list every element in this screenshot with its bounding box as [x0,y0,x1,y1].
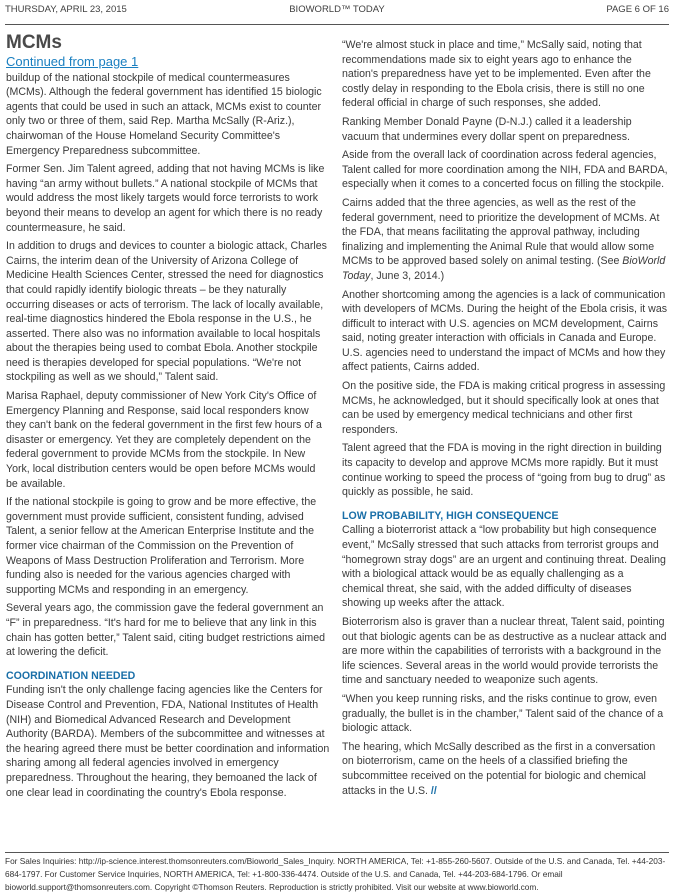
paragraph: “When you keep running risks, and the risks continue to grow, even gradually, the bullet is in the chamber,” Talent said of the chance of a biologic attack. [342,692,664,735]
page-footer: For Sales Inquiries: http://ip-science.interest.thomsonreuters.com/Bioworld_Sales_Inquiry. NORTH AMERICA, Tel: +1-855-260-5607. Outside of the U.S. and Canada, Tel. +44-203-684-1797. For Customer Service Inquiries, NORTH AMERICA, Tel: +1-800-336-4474. Outside of the U.S. and Canada, Tel. +44-203-684-1796. Or email bioworld.support@thomsonreuters.com. Copyright ©Thomson Reuters. Reproduction is strictly prohibited. Visit our website at www.bioworld.com. [5,856,666,892]
paragraph: Marisa Raphael, deputy commissioner of New York City's Office of Emergency Planning and Response, said local responders know they can't bank on the federal government in the first few hours of a disaster or emergency. Yet they are completely dependent on the federal government to provide MCMs from the stockpile. In New York, local distribution centers would be open before MCMs would be available. [6,390,322,490]
paragraph: “We're almost stuck in place and time,” McSally said, noting that recommendations made six to eight years ago to enhance the nation's preparedness have yet to be implemented. Even after the costly delay in responding to the Ebola crisis, there is still no one federal official in charge of such responses, she added. [342,39,651,110]
paragraph-final [342,740,668,798]
subhead-coordination-needed: COORDINATION NEEDED [6,669,136,682]
paragraph: In addition to drugs and devices to counter a biologic attack, Charles Cairns, the interim dean of the University of Arizona College of Medicine Health Sciences Center, stressed the need for diagnostics that could rapidly identify biologic threats – be they naturally occurring diseases or acts of terrorism. The lack of locally available, real-time diagnostics hindered the Ebola response in the U.S., he asserted. There also was no information available to local hospitals about the therapies being used to combat Ebola. Another stockpile need is therapies developed for special populations. “We're not stockpiling as well as we should,” Talent said. [6,240,327,384]
end-mark: // [430,784,437,797]
paragraph: Talent agreed that the FDA is moving in the right direction in building its capacity to develop and approve MCMs more rapidly. But it must continue working to speed the process of “going from bug to drug” as quickly as possible, he said. [342,442,666,499]
right-column [342,38,668,802]
article-title: MCMs [6,32,62,53]
text-span: The hearing, which McSally described as the first in a conversation on bioterrorism, came on the heels of a classified briefing the subcommittee received on the potential for biologic and chemical attacks in the U.S. [342,740,656,797]
text-span: , June 3, 2014.) [370,269,445,282]
continued-from-link[interactable]: Continued from page 1 [6,54,139,69]
paragraph: Funding isn't the only challenge facing agencies like the Centers for Disease Control and Prevention, FDA, National Institutes of Health (NIH) and Biomedical Advanced Research and Development Authority (BARDA). Members of the subcommittee and witnesses at the hearing agreed there must be better coordination and information sharing among all federal agencies involved in emergency preparedness. Throughout the hearing, they bemoaned the lack of one clear lead in coordinating the country's Ebola response. [6,684,330,799]
paragraph: Bioterrorism also is graver than a nuclear threat, Talent said, pointing out that biologic agents can be as destructive as a nuclear attack and are more within the capabilities of terrorists with a background in the life sciences. Several areas in the world would provide terrorists the time and sanctuary needed to weaponize such agents. [342,615,667,687]
paragraph: Ranking Member Donald Payne (D-N.J.) called it a leadership vacuum that undermines every dollar spent on preparedness. [342,115,632,143]
paragraph: Former Sen. Jim Talent agreed, adding that not having MCMs is like having “an army without bullets.” A national stockpile of MCMs that would address the most likely targets would force terrorists to work beyond their means to develop an agent for which there is no ready countermeasure, he said. [6,163,325,234]
issue-date: THURSDAY, APRIL 23, 2015 [5,4,127,15]
footer-divider [5,852,669,853]
header-divider [5,24,669,25]
paragraph-cairns [342,196,668,284]
page-header [5,4,669,18]
text-span: Cairns added that the three agencies, as well as the rest of the federal government, need to prioritize the development of MCMs. At the FDA, that means facilitating the approval pathway, including finalizing and implementing the Animal Rule that would allow some MCMs to be approved based solely on animal testing. (See [342,196,660,268]
paragraph: Calling a bioterrorist attack a “low probability but high consequence event,” McSally stressed that such attacks from terrorist groups and “homegrown stray dogs” are an urgent and continuing threat. Dealing with a biological attack would be as equally challenging as a chemical threat, she said, with the added difficulty of diseases showing up weeks after the attack. [342,524,666,610]
left-column [6,32,330,804]
subhead-low-probability: LOW PROBABILITY, HIGH CONSEQUENCE [342,509,559,522]
page-number: PAGE 6 OF 16 [606,4,669,15]
paragraph: buildup of the national stockpile of medical countermeasures (MCMs). Although the federal government has identified 15 biologic agents that could be used in such an attack, MCMs exist to counter only two or three of them, said Rep. Martha McSally (R-Ariz.), chairwoman of the House Homeland Security Committee's Emergency Preparedness subcommittee. [6,71,322,157]
publication-citation: BioWorld Today [342,255,666,282]
paragraph: Another shortcoming among the agencies is a lack of communication with developers of MCMs. During the height of the Ebola crisis, it was difficult to interact with U.S. agencies on MCM development, Cairns said, noting greater interaction with officials in Canada and Europe. U.S. agencies need to understand the impact of MCMs and how they affect patients, Cairns added. [342,288,668,374]
publication-name: BIOWORLD™ TODAY [289,4,385,15]
paragraph: Several years ago, the commission gave the federal government an “F” in preparedness. “It's hard for me to believe that any link in this chain has gotten better,” Talent said, citing budget restrictions aimed at lowering the deficit. [6,602,325,659]
paragraph: On the positive side, the FDA is making critical progress in assessing MCMs, he acknowledged, but it should specifically look at ones that can be used by emergency medical technicians and other first responders. [342,380,666,436]
paragraph: If the national stockpile is going to grow and be more effective, the government must provide sufficient, consistent funding, advised Talent, a senior fellow at the American Enterprise Institute and the former vice chairman of the Commission on the Prevention of Weapons of Mass Destruction Proliferation and Terrorism. More funding also is needed for the various agencies charged with supporting MCMs and responding in an emergency. [6,496,317,596]
paragraph: Aside from the overall lack of coordination across federal agencies, Talent called for more coordination among the NIH, FDA and BARDA, especially when it comes to a concerted focus on filling the stockpile. [342,149,668,191]
